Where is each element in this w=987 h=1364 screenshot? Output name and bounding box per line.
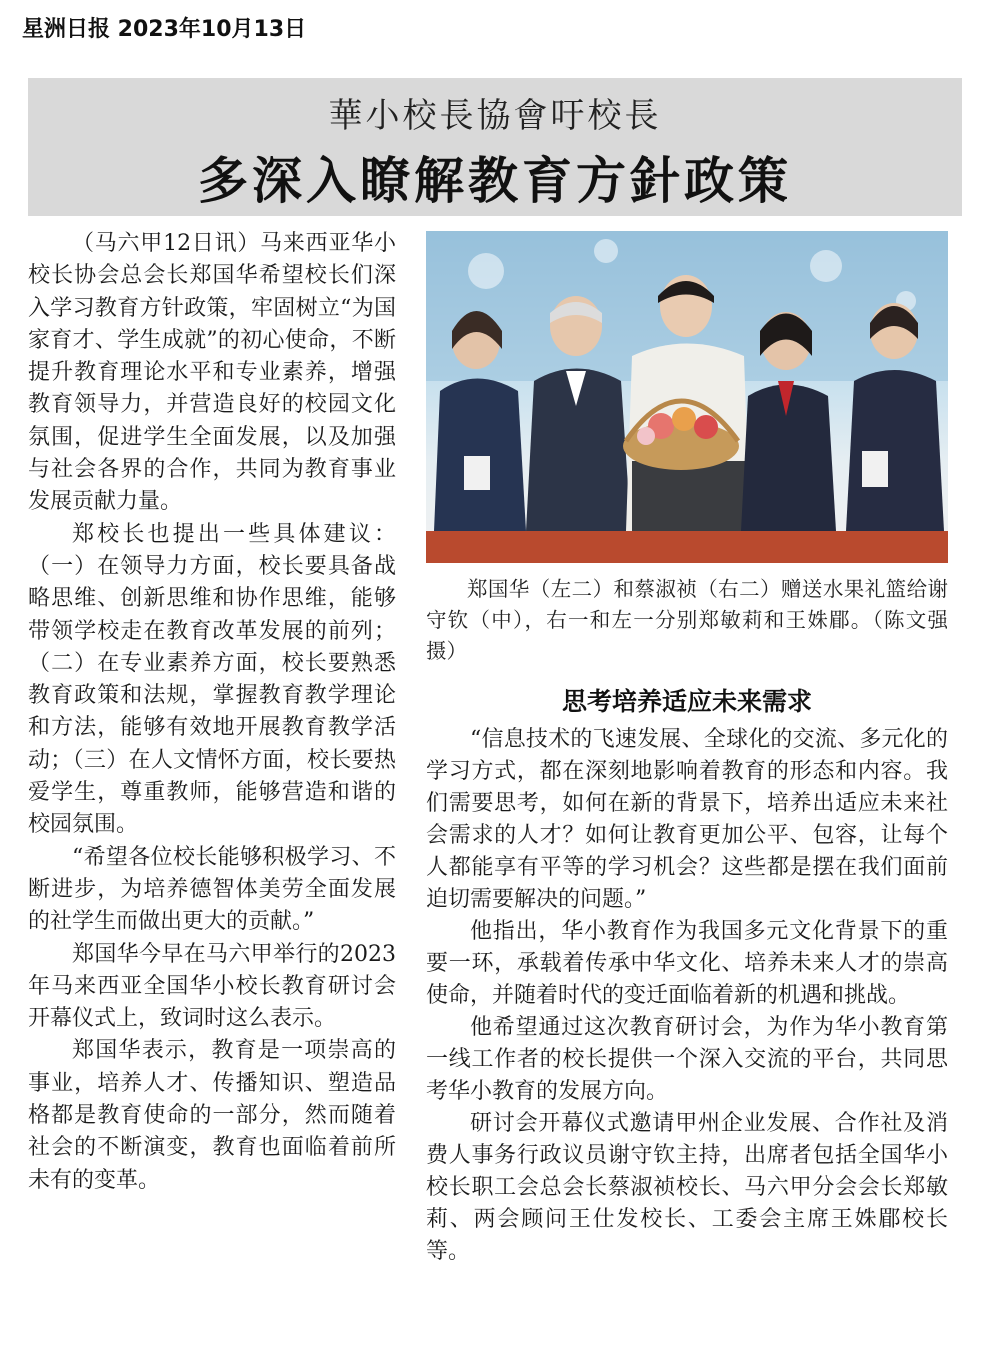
right-column: [426, 724, 948, 1268]
paragraph: “信息技术的飞速发展、全球化的交流、多元化的学习方式，都在深刻地影响着教育的形态和内容。我们需要思考，如何在新的背景下，培养出适应未来社会需求的人才？如何让教育更加公平、包容，让每个人都能享有平等的学习机会？这些都是摆在我们面前迫切需要解决的问题。”: [426, 727, 948, 912]
paragraph: （马六甲12日讯）马来西亚华小校长协会总会长郑国华希望校长们深入学习教育方针政策，牢固树立“为国家育才、学生成就”的初心使命，不断提升教育理论水平和专业素养，增强教育领导力，并营造良好的校园文化氛围，促进学生全面发展，以及加强与社会各界的合作，共同为教育事业发展贡献力量。: [28, 231, 396, 515]
caption-text: 郑国华（左二）和蔡淑祯（右二）赠送水果礼篮给谢守钦（中），右一和左一分别郑敏莉和王姝郿。（陈文强摄）: [426, 577, 948, 663]
left-column: [28, 228, 396, 1197]
headline-box: [28, 78, 962, 216]
photo-illustration: [426, 231, 948, 563]
paragraph: 郑国华表示，教育是一项崇高的事业，培养人才、传播知识、塑造品格都是教育使命的一部分，然而随着社会的不断演变，教育也面临着前所未有的变革。: [28, 1038, 396, 1193]
paragraph: 郑校长也提出一些具体建议：（一）在领导力方面，校长要具备战略思维、创新思维和协作思维，能够带领学校走在教育改革发展的前列；（二）在专业素养方面，校长要熟悉教育政策和法规，掌握教育教学理论和方法，能够有效地开展教育教学活动；（三）在人文情怀方面，校长要热爱学生，尊重教师，能够营造和谐的校园氛围。: [28, 521, 396, 838]
paragraph: 他指出，华小教育作为我国多元文化背景下的重要一环，承载着传承中华文化、培养未来人才的崇高使命，并随着时代的变迁面临着新的机遇和挑战。: [426, 919, 948, 1008]
news-photo: [426, 231, 948, 563]
newspaper-source-date: 星洲日报 2023年10月13日: [22, 17, 307, 42]
paragraph: 研讨会开幕仪式邀请甲州企业发展、合作社及消费人事务行政议员谢守钦主持，出席者包括全国华小校长职工会总会长蔡淑祯校长、马六甲分会会长郑敏莉、两会顾问王仕发校长、工委会主席王姝郿校长等。: [426, 1111, 948, 1264]
subheading: 思考培养适应未来需求: [561, 687, 812, 716]
headline: 多深入瞭解教育方針政策: [198, 152, 792, 210]
kicker: 華小校長協會吁校長: [328, 96, 662, 136]
paragraph: 郑国华今早在马六甲举行的2023年马来西亚全国华小校长教育研讨会开幕仪式上，致词时这么表示。: [28, 941, 396, 1032]
paragraph: 他希望通过这次教育研讨会，为作为华小教育第一线工作者的校长提供一个深入交流的平台，共同思考华小教育的发展方向。: [426, 1015, 948, 1104]
paragraph: “希望各位校长能够积极学习、不断进步，为培养德智体美劳全面发展的社学生而做出更大的贡献。”: [28, 844, 396, 935]
photo-caption: [426, 574, 948, 667]
